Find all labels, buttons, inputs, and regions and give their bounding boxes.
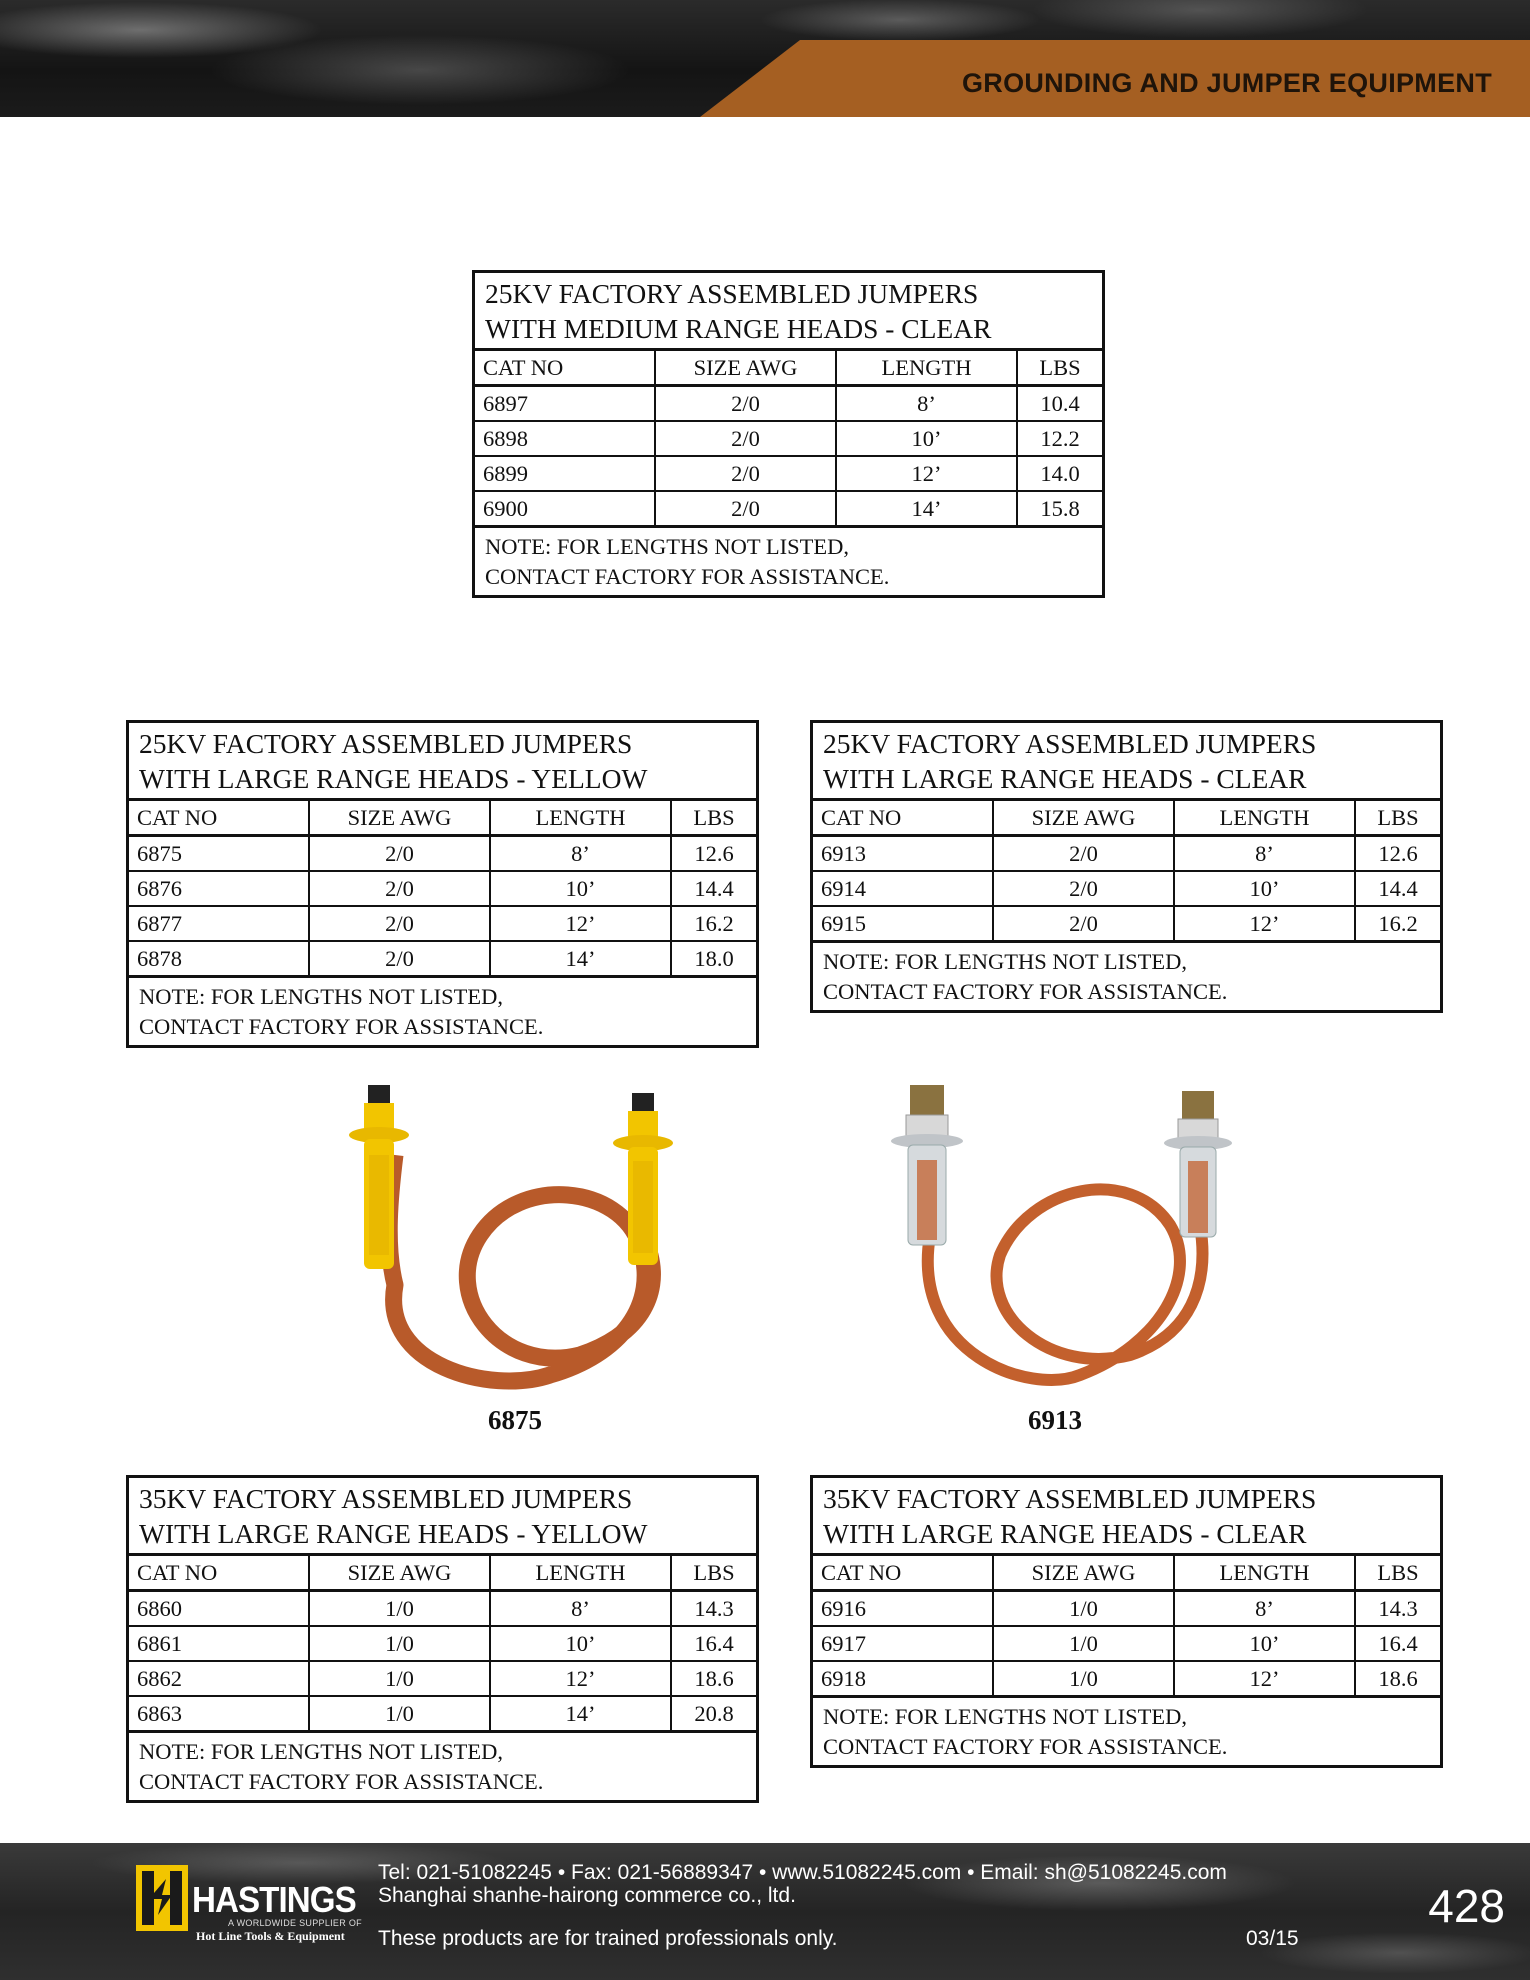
contact-line: Tel: 021-51082245 • Fax: 021-56889347 • www.51082245.com • Email: sh@51082245.com bbox=[378, 1861, 1227, 1884]
table-cell: 6917 bbox=[813, 1626, 993, 1661]
spec-grid bbox=[813, 801, 1440, 943]
table-cell: 6915 bbox=[813, 906, 993, 942]
table-title bbox=[129, 1478, 756, 1556]
table-title-line: WITH LARGE RANGE HEADS - YELLOW bbox=[139, 763, 648, 794]
clear-head-right bbox=[1164, 1091, 1232, 1237]
column-header: SIZE AWG bbox=[993, 801, 1174, 836]
table-cell: 18.6 bbox=[671, 1661, 756, 1696]
table-row bbox=[813, 836, 1440, 872]
table-row bbox=[475, 456, 1102, 491]
table-cell: 1/0 bbox=[309, 1696, 490, 1732]
note-line: NOTE: FOR LENGTHS NOT LISTED, bbox=[139, 1739, 503, 1764]
column-header: CAT NO bbox=[129, 801, 309, 836]
logo-wordmark: HASTINGS bbox=[192, 1879, 356, 1920]
table-cell: 2/0 bbox=[655, 491, 836, 527]
table-cell: 18.0 bbox=[671, 941, 756, 977]
spec-grid bbox=[475, 351, 1102, 528]
table-cell: 10’ bbox=[1174, 871, 1355, 906]
table-row bbox=[129, 941, 756, 977]
table-row bbox=[475, 421, 1102, 456]
table-cell: 2/0 bbox=[655, 421, 836, 456]
column-header: SIZE AWG bbox=[655, 351, 836, 386]
column-header: LENGTH bbox=[490, 801, 671, 836]
table-cell: 14.3 bbox=[1355, 1591, 1440, 1627]
header-row bbox=[475, 351, 1102, 386]
table-cell: 6875 bbox=[129, 836, 309, 872]
table-row bbox=[129, 1696, 756, 1732]
table-cell: 2/0 bbox=[309, 906, 490, 941]
table-row bbox=[129, 1626, 756, 1661]
column-header: LBS bbox=[1017, 351, 1102, 386]
note-line: CONTACT FACTORY FOR ASSISTANCE. bbox=[139, 1769, 544, 1794]
table-cell: 12’ bbox=[1174, 1661, 1355, 1697]
table-cell: 12’ bbox=[490, 906, 671, 941]
clear-head-left bbox=[891, 1085, 963, 1245]
header-row bbox=[129, 1556, 756, 1591]
logo-tagline-2: Hot Line Tools & Equipment bbox=[196, 1929, 345, 1943]
spec-grid bbox=[813, 1556, 1440, 1698]
table-note bbox=[813, 1698, 1440, 1765]
table-row bbox=[129, 871, 756, 906]
table-title-line: WITH LARGE RANGE HEADS - CLEAR bbox=[823, 1518, 1307, 1549]
disclaimer: These products are for trained professionals only. bbox=[378, 1927, 838, 1950]
table-cell: 6913 bbox=[813, 836, 993, 872]
table-cell: 1/0 bbox=[993, 1661, 1174, 1697]
table-cell: 14.0 bbox=[1017, 456, 1102, 491]
table-cell: 2/0 bbox=[993, 906, 1174, 942]
table-row bbox=[475, 386, 1102, 422]
table-note bbox=[475, 528, 1102, 595]
spec-grid bbox=[129, 1556, 756, 1733]
table-cell: 6877 bbox=[129, 906, 309, 941]
table-row bbox=[813, 1661, 1440, 1697]
column-header: CAT NO bbox=[475, 351, 655, 386]
column-header: SIZE AWG bbox=[993, 1556, 1174, 1591]
table-cell: 6918 bbox=[813, 1661, 993, 1697]
table-cell: 2/0 bbox=[993, 871, 1174, 906]
table-title bbox=[813, 1478, 1440, 1556]
column-header: LBS bbox=[671, 1556, 756, 1591]
hastings-logo-icon bbox=[136, 1865, 188, 1931]
table-title-line: 35KV FACTORY ASSEMBLED JUMPERS bbox=[823, 1483, 1317, 1514]
table-row bbox=[813, 1626, 1440, 1661]
table-cell: 1/0 bbox=[993, 1626, 1174, 1661]
table-cell: 10.4 bbox=[1017, 386, 1102, 422]
table-cell: 18.6 bbox=[1355, 1661, 1440, 1697]
table-cell: 2/0 bbox=[309, 941, 490, 977]
column-header: CAT NO bbox=[129, 1556, 309, 1591]
table-cell: 14’ bbox=[836, 491, 1017, 527]
table-cell: 10’ bbox=[490, 1626, 671, 1661]
table-cell: 16.2 bbox=[1355, 906, 1440, 942]
jumper-6913-image bbox=[870, 1075, 1260, 1405]
table-cell: 6900 bbox=[475, 491, 655, 527]
table-row bbox=[813, 1591, 1440, 1627]
table-row bbox=[129, 1591, 756, 1627]
table-row bbox=[475, 491, 1102, 527]
column-header: LBS bbox=[671, 801, 756, 836]
column-header: CAT NO bbox=[813, 1556, 993, 1591]
table-cell: 14.4 bbox=[671, 871, 756, 906]
table-cell: 12.6 bbox=[1355, 836, 1440, 872]
table-cell: 10’ bbox=[490, 871, 671, 906]
table-cell: 6860 bbox=[129, 1591, 309, 1627]
product-caption-6913: 6913 bbox=[1028, 1405, 1082, 1435]
table-cell: 2/0 bbox=[655, 386, 836, 422]
table-cell: 12.6 bbox=[671, 836, 756, 872]
spec-grid bbox=[129, 801, 756, 978]
note-line: CONTACT FACTORY FOR ASSISTANCE. bbox=[823, 979, 1228, 1004]
table-note bbox=[129, 1733, 756, 1800]
table-note bbox=[129, 978, 756, 1045]
page-number: 428 bbox=[1428, 1880, 1505, 1932]
header-row bbox=[813, 801, 1440, 836]
table-cell: 6897 bbox=[475, 386, 655, 422]
table-cell: 6914 bbox=[813, 871, 993, 906]
table-cell: 12’ bbox=[836, 456, 1017, 491]
table-cell: 8’ bbox=[1174, 836, 1355, 872]
header-row bbox=[129, 801, 756, 836]
table-title-line: 25KV FACTORY ASSEMBLED JUMPERS bbox=[139, 728, 633, 759]
table-title-line: 25KV FACTORY ASSEMBLED JUMPERS bbox=[485, 278, 979, 309]
column-header: LENGTH bbox=[490, 1556, 671, 1591]
column-header: SIZE AWG bbox=[309, 1556, 490, 1591]
table-row bbox=[129, 906, 756, 941]
table-cell: 1/0 bbox=[309, 1626, 490, 1661]
table-cell: 1/0 bbox=[309, 1661, 490, 1696]
table-title-line: WITH LARGE RANGE HEADS - YELLOW bbox=[139, 1518, 648, 1549]
table-cell: 10’ bbox=[836, 421, 1017, 456]
column-header: LBS bbox=[1355, 1556, 1440, 1591]
note-line: NOTE: FOR LENGTHS NOT LISTED, bbox=[823, 949, 1187, 974]
table-cell: 1/0 bbox=[993, 1591, 1174, 1627]
table-cell: 14.3 bbox=[671, 1591, 756, 1627]
table-cell: 6916 bbox=[813, 1591, 993, 1627]
table-cell: 12.2 bbox=[1017, 421, 1102, 456]
table-row bbox=[813, 871, 1440, 906]
column-header: LENGTH bbox=[1174, 801, 1355, 836]
table-title-line: 35KV FACTORY ASSEMBLED JUMPERS bbox=[139, 1483, 633, 1514]
table-cell: 6898 bbox=[475, 421, 655, 456]
table-cell: 6899 bbox=[475, 456, 655, 491]
table-cell: 8’ bbox=[490, 1591, 671, 1627]
cable-coil bbox=[928, 1189, 1203, 1379]
table-cell: 14.4 bbox=[1355, 871, 1440, 906]
table-cell: 8’ bbox=[490, 836, 671, 872]
table-cell: 6863 bbox=[129, 1696, 309, 1732]
table-cell: 15.8 bbox=[1017, 491, 1102, 527]
note-line: NOTE: FOR LENGTHS NOT LISTED, bbox=[823, 1704, 1187, 1729]
spec-table-35kv-large-clear bbox=[810, 1475, 1443, 1768]
spec-table-35kv-large-yellow bbox=[126, 1475, 759, 1803]
table-title bbox=[475, 273, 1102, 351]
column-header: CAT NO bbox=[813, 801, 993, 836]
table-cell: 12’ bbox=[490, 1661, 671, 1696]
header-row bbox=[813, 1556, 1440, 1591]
table-title bbox=[813, 723, 1440, 801]
note-line: NOTE: FOR LENGTHS NOT LISTED, bbox=[485, 534, 849, 559]
table-cell: 1/0 bbox=[309, 1591, 490, 1627]
table-cell: 2/0 bbox=[655, 456, 836, 491]
column-header: LENGTH bbox=[1174, 1556, 1355, 1591]
table-cell: 6878 bbox=[129, 941, 309, 977]
table-cell: 12’ bbox=[1174, 906, 1355, 942]
table-cell: 16.4 bbox=[671, 1626, 756, 1661]
table-row bbox=[813, 906, 1440, 942]
column-header: LBS bbox=[1355, 801, 1440, 836]
note-line: CONTACT FACTORY FOR ASSISTANCE. bbox=[823, 1734, 1228, 1759]
yellow-head-right bbox=[613, 1093, 673, 1265]
table-cell: 2/0 bbox=[993, 836, 1174, 872]
table-cell: 20.8 bbox=[671, 1696, 756, 1732]
section-title: GROUNDING AND JUMPER EQUIPMENT bbox=[961, 68, 1492, 98]
table-title-line: WITH LARGE RANGE HEADS - CLEAR bbox=[823, 763, 1307, 794]
table-cell: 16.4 bbox=[1355, 1626, 1440, 1661]
column-header: LENGTH bbox=[836, 351, 1017, 386]
product-caption-6875: 6875 bbox=[488, 1405, 542, 1435]
jumper-6875-image bbox=[340, 1075, 710, 1405]
table-cell: 2/0 bbox=[309, 871, 490, 906]
table-row bbox=[129, 1661, 756, 1696]
page-footer bbox=[0, 1843, 1530, 1980]
table-cell: 14’ bbox=[490, 1696, 671, 1732]
table-cell: 8’ bbox=[836, 386, 1017, 422]
page-header bbox=[0, 0, 1530, 117]
table-cell: 6862 bbox=[129, 1661, 309, 1696]
table-title-line: 25KV FACTORY ASSEMBLED JUMPERS bbox=[823, 728, 1317, 759]
table-cell: 6861 bbox=[129, 1626, 309, 1661]
table-note bbox=[813, 943, 1440, 1010]
table-cell: 2/0 bbox=[309, 836, 490, 872]
table-cell: 16.2 bbox=[671, 906, 756, 941]
spec-table-25kv-large-clear bbox=[810, 720, 1443, 1013]
table-title bbox=[129, 723, 756, 801]
table-cell: 8’ bbox=[1174, 1591, 1355, 1627]
company-line: Shanghai shanhe-hairong commerce co., ltd. bbox=[378, 1884, 796, 1907]
logo-tagline-1: A WORLDWIDE SUPPLIER OF bbox=[228, 1918, 362, 1928]
cable-coil bbox=[394, 1195, 653, 1381]
table-title-line: WITH MEDIUM RANGE HEADS - CLEAR bbox=[485, 313, 992, 344]
note-line: CONTACT FACTORY FOR ASSISTANCE. bbox=[485, 564, 890, 589]
table-cell: 10’ bbox=[1174, 1626, 1355, 1661]
column-header: SIZE AWG bbox=[309, 801, 490, 836]
note-line: NOTE: FOR LENGTHS NOT LISTED, bbox=[139, 984, 503, 1009]
spec-table-25kv-medium-clear bbox=[472, 270, 1105, 598]
table-cell: 14’ bbox=[490, 941, 671, 977]
note-line: CONTACT FACTORY FOR ASSISTANCE. bbox=[139, 1014, 544, 1039]
spec-table-25kv-large-yellow bbox=[126, 720, 759, 1048]
table-cell: 6876 bbox=[129, 871, 309, 906]
revision-date: 03/15 bbox=[1246, 1927, 1299, 1950]
table-row bbox=[129, 836, 756, 872]
